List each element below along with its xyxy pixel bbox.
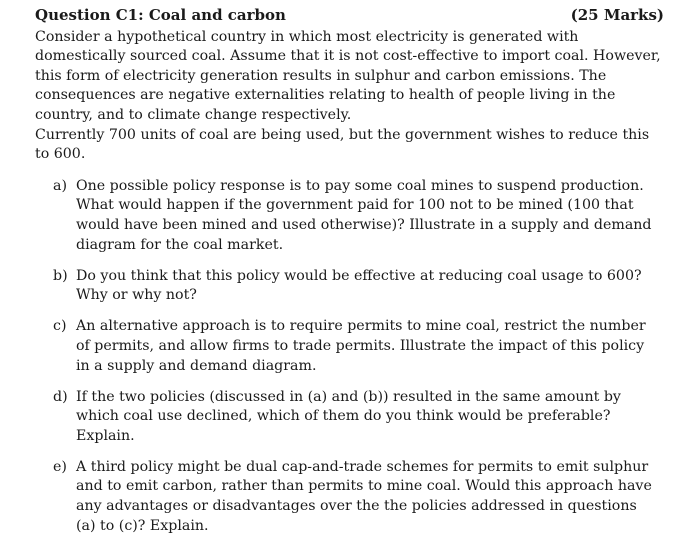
sub-question-label: c) — [53, 318, 67, 335]
sub-question-text: Do you think that this policy would be effective at reducing coal usage to 600? Why or why not? — [76, 267, 642, 304]
question-header — [35, 6, 664, 26]
sub-question-text: If the two policies (discussed in (a) and (b)) resulted in the same amount by which coal use declined, which of them do you think would be preferable? Explain. — [76, 388, 621, 444]
sub-question-label: d) — [53, 388, 68, 405]
sub-question-label: b) — [53, 267, 68, 284]
sub-question-text: One possible policy response is to pay some coal mines to suspend production. What would happen if the government paid for 100 not to be mined (100 that would have been mined and used otherwise)? Illustrate in a supply and demand diagram for the coal market. — [76, 177, 652, 253]
sub-question-a — [53, 177, 664, 255]
sub-question-label: a) — [53, 177, 67, 194]
intro-text — [35, 28, 664, 165]
intro-paragraph: Consider a hypothetical country in which most electricity is generated with domestically sourced coal. Assume that it is not cost-effective to import coal. However, this form of electricity generation results in sulphur and carbon emissions. The consequences are negative externalities relating to health of people living in the country, and to climate change respectively. — [35, 28, 661, 123]
sub-question-text: A third policy might be dual cap-and-trade schemes for permits to emit sulphur and to emit carbon, rather than permits to mine coal. Would this approach have any advantages or disadvantages over the the policies addressed in questions (a) to (c)? Explain. — [76, 458, 652, 534]
sub-question-text: An alternative approach is to require permits to mine coal, restrict the number of permits, and allow firms to trade permits. Illustrate the impact of this policy in a supply and demand diagram. — [76, 318, 646, 374]
question-title: Question C1: Coal and carbon — [35, 6, 286, 24]
sub-question-label: e) — [53, 458, 67, 475]
sub-question-b — [53, 267, 664, 306]
sub-question-c — [53, 317, 664, 376]
intro-paragraph: Currently 700 units of coal are being used, but the government wishes to reduce this to 600. — [35, 126, 650, 163]
sub-question-e — [53, 458, 664, 536]
sub-question-d — [53, 388, 664, 447]
marks-label: (25 Marks) — [570, 6, 664, 24]
sub-question-list — [35, 177, 664, 537]
